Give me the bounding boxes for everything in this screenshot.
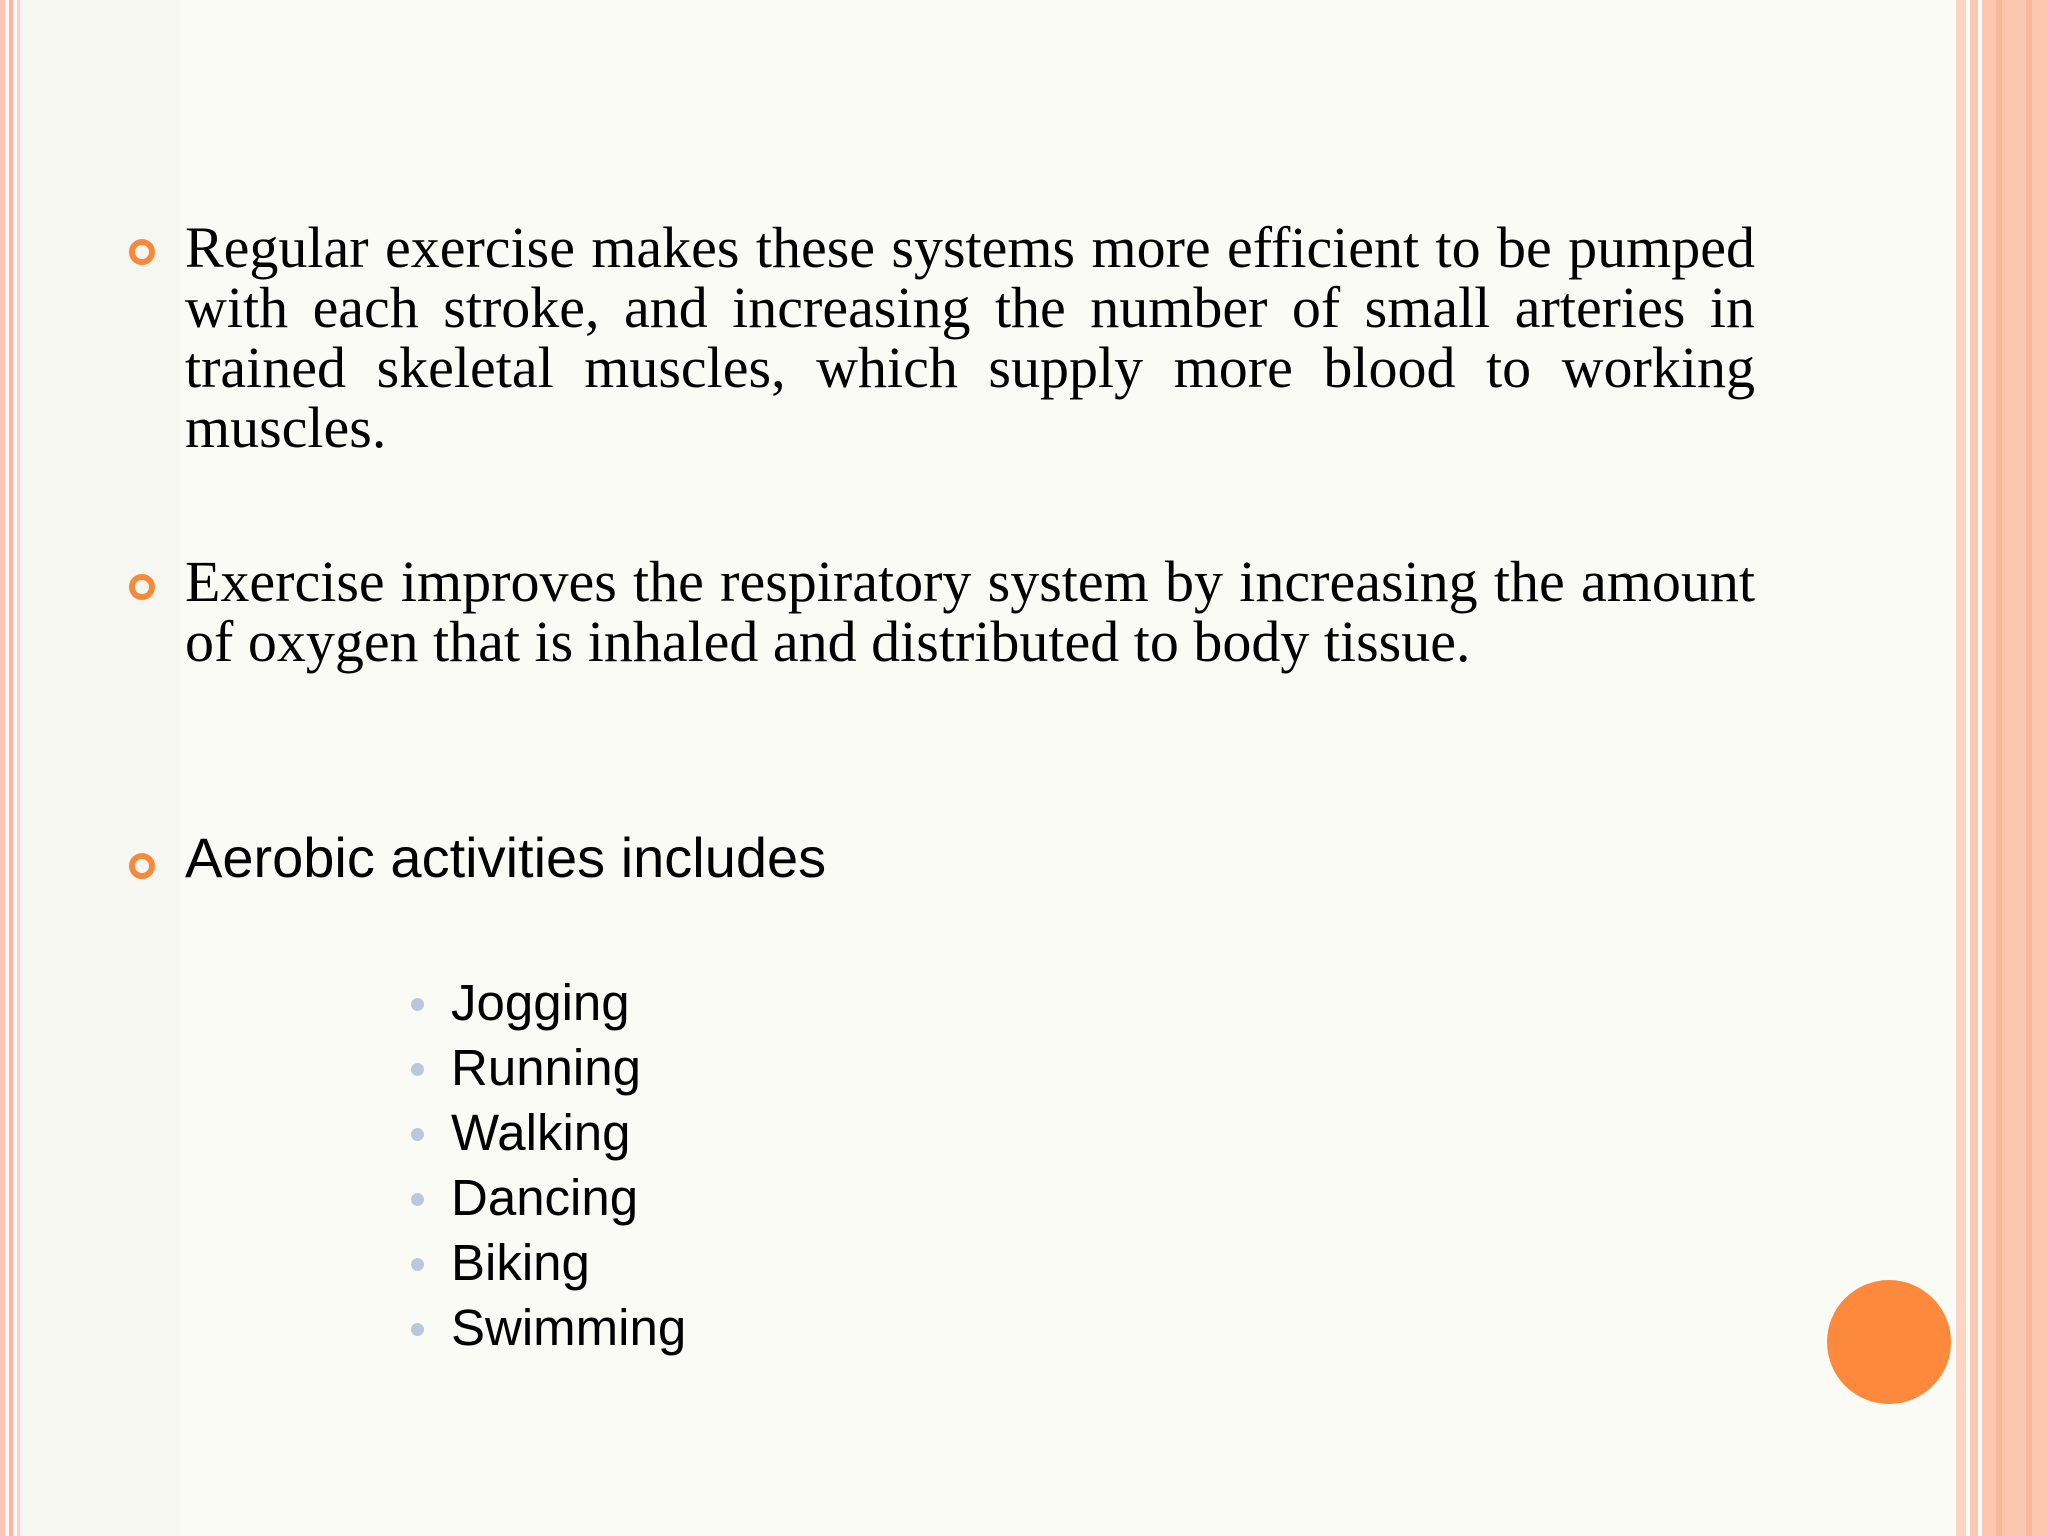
list-item [405,1165,686,1230]
activity-label: Biking [451,1234,590,1291]
dot-bullet-icon [411,1323,424,1336]
list-item [405,1035,686,1100]
dot-bullet-icon [411,1128,424,1141]
activity-label: Running [451,1039,641,1096]
bullet-aerobic-heading: Aerobic activities includes [185,826,827,889]
right-border-stripe [1970,0,1978,1536]
activity-label: Walking [451,1104,631,1161]
right-border-stripe [1956,0,1966,1536]
dot-bullet-icon [411,1258,424,1271]
activity-label: Jogging [451,974,630,1031]
right-border-stripe [1996,0,2002,1536]
activity-label: Swimming [451,1299,687,1356]
dot-bullet-icon [411,1193,424,1206]
list-item [405,970,686,1035]
list-item [405,1230,686,1295]
orange-circle-decoration [1827,1280,1951,1404]
right-border-stripe [2026,0,2032,1536]
list-item [405,1100,686,1165]
ring-bullet-icon [127,237,157,267]
bullet-cardiovascular: Regular exercise makes these systems more efficient to be pumped with each stroke, and increasing the number of small arteries in trained skeletal muscles, which supply more blood to working muscles. [185,215,1755,460]
right-border-band [1982,0,2048,1536]
dot-bullet-icon [411,1063,424,1076]
dot-bullet-icon [411,998,424,1011]
ring-bullet-icon [127,572,157,602]
bullet-respiratory: Exercise improves the respiratory system by increasing the amount of oxygen that is inhaled and distributed to body tissue. [185,549,1755,674]
ring-bullet-icon [127,851,157,881]
list-item [405,1295,686,1360]
activities-list [405,970,686,1360]
activity-label: Dancing [451,1169,639,1226]
